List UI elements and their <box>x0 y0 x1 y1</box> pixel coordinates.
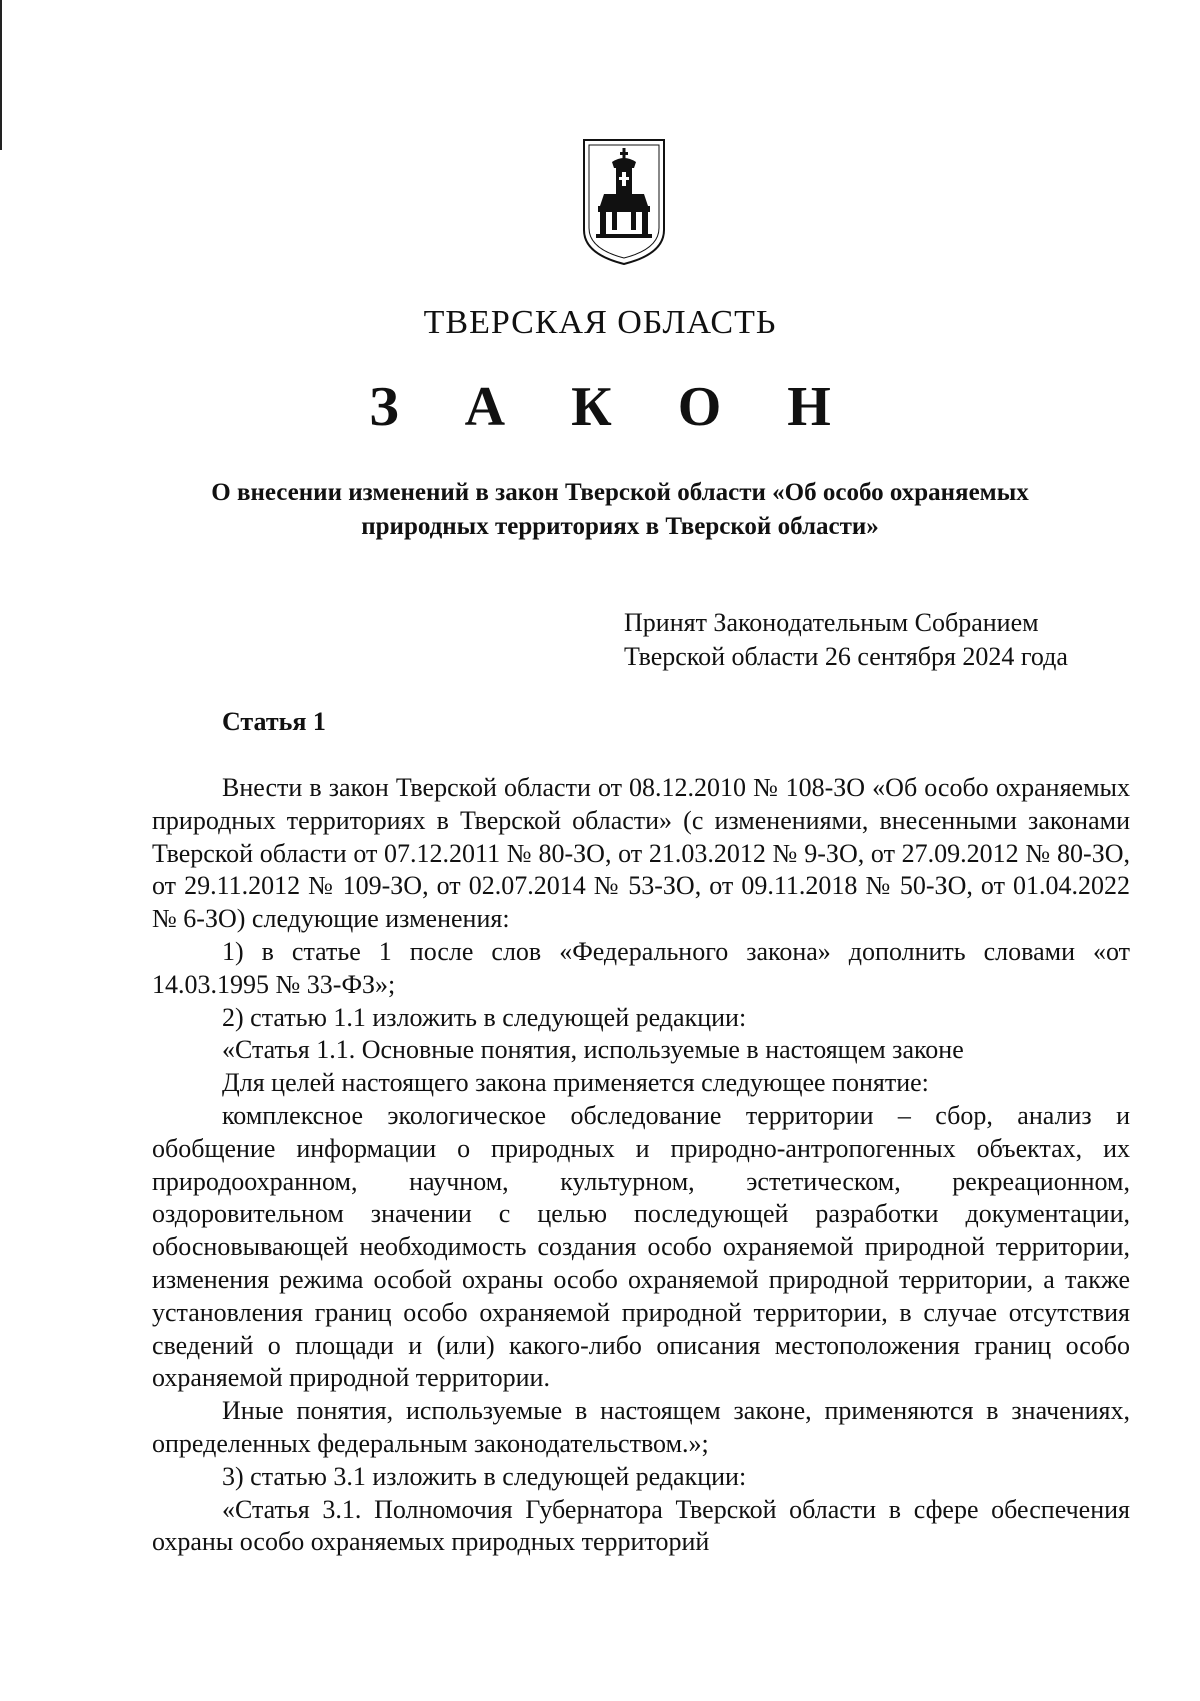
paragraph: 3) статью 3.1 изложить в следующей редакции: <box>222 1461 747 1491</box>
law-subject-line-2: природных территориях в Тверской области» <box>361 513 879 540</box>
document-type-title: З А К О Н <box>369 376 857 438</box>
paragraph: Для целей настоящего закона применяется следующее понятие: <box>222 1068 929 1098</box>
paragraph: 2) статью 1.1 изложить в следующей редакции: <box>222 1002 747 1032</box>
scan-edge-mark <box>0 0 2 150</box>
adoption-note-line-2: Тверской области 26 сентября 2024 года <box>624 642 1068 671</box>
adoption-note <box>624 606 1144 674</box>
article-heading: Статья 1 <box>222 707 326 736</box>
region-title: ТВЕРСКАЯ ОБЛАСТЬ <box>423 304 777 341</box>
adoption-note-line-1: Принят Законодательным Собранием <box>624 608 1039 637</box>
law-subject <box>140 476 1100 544</box>
paragraph: «Статья 3.1. Полномочия Губернатора Тверской области в сфере обеспечения охраны особо охраняемых природных территорий <box>152 1494 1130 1557</box>
paragraph: комплексное экологическое обследование территории – сбор, анализ и обобщение информации о природных и природно-антропогенных объектах, их природоохранном, научном, культурном, эстетическом, рекреационном, оздоровительном значении с целью последующей разработки документации, обосновывающей необходимость создания особо охраняемой природной территории, изменения режима особой охраны особо охраняемой природной территории, а также установления границ особо охраняемой природной территории, в случае отсутствия сведений о площади и (или) какого-либо описания местоположения границ особо охраняемой природной территории. <box>152 1100 1130 1393</box>
paragraph: 1) в статье 1 после слов «Федерального закона» дополнить словами «от 14.03.1995 № 33-ФЗ»; <box>152 936 1130 999</box>
paragraph: Внести в закон Тверской области от 08.12.2010 № 108-ЗО «Об особо охраняемых природных территориях в Тверской области» (с изменениями, внесенными законами Тверской области от 07.12.2011 № 80-ЗО, от 21.03.2012 № 9-ЗО, от 27.09.2012 № 80-ЗО, от 29.11.2012 № 109-ЗО, от 02.07.2014 № 53-ЗО, от 09.11.2018 № 50-ЗО, от 01.04.2022 № 6-ЗО) следующие изменения: <box>152 773 1130 934</box>
paragraph: Иные понятия, используемые в настоящем законе, применяются в значениях, определенных федеральным законодательством.»; <box>152 1396 1130 1458</box>
paragraph: «Статья 1.1. Основные понятия, используемые в настоящем законе <box>222 1035 964 1065</box>
coat-of-arms-emblem <box>582 138 666 266</box>
law-subject-line-1: О внесении изменений в закон Тверской области «Об особо охраняемых <box>211 479 1029 506</box>
article-body <box>152 772 1130 1559</box>
